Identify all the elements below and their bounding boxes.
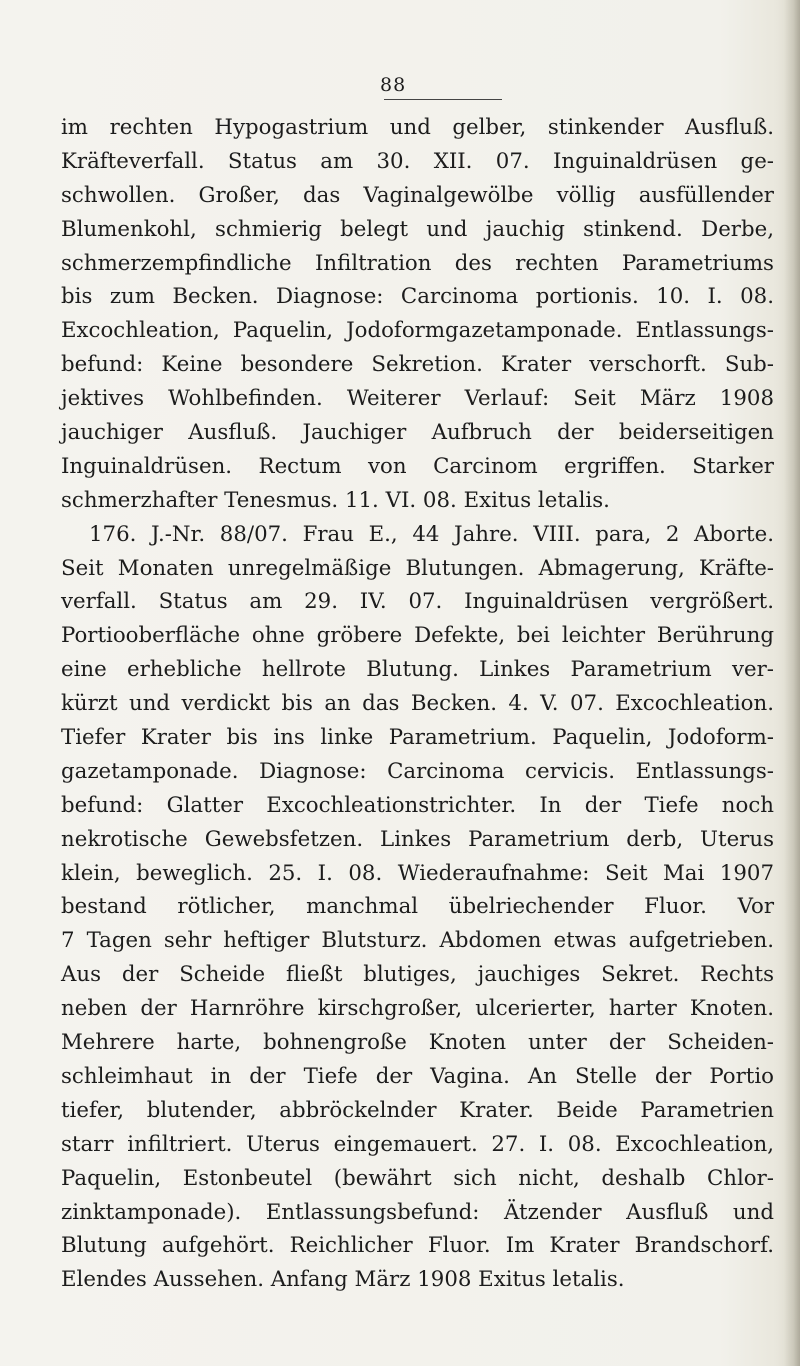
text-line: verfall. Status am 29. IV. 07. Inguinaldrüsen vergrößert. [61,589,774,615]
text-line: Excochleation, Paquelin, Jodoformgazetamponade. Entlassungs- [61,318,774,344]
text-line: schleimhaut in der Tiefe der Vagina. An Stelle der Portio [61,1063,774,1089]
text-line: Mehrere harte, bohnengroße Knoten unter der Scheiden- [61,1030,774,1056]
page-number-rule [384,99,502,100]
text-line: Paquelin, Estonbeutel (bewährt sich nicht, deshalb Chlor- [61,1165,774,1191]
text-line: schmerzempfindliche Infiltration des rechten Parametriums [61,250,774,276]
text-line: Tiefer Krater bis ins linke Parametrium. Paquelin, Jodoform- [61,725,774,751]
text-line: tiefer, blutender, abbröckelnder Krater. Beide Parametrien [61,1097,774,1123]
text-line: schmerzhafter Tenesmus. 11. VI. 08. Exitus letalis. [61,487,610,513]
text-line: Blumenkohl, schmierig belegt und jauchig stinkend. Derbe, [61,216,774,242]
text-line: Inguinaldrüsen. Rectum von Carcinom ergriffen. Starker [61,453,774,479]
page-edge-shadow [784,0,800,1366]
text-line: eine erhebliche hellrote Blutung. Linkes Parametrium ver- [61,657,774,683]
text-line: Seit Monaten unregelmäßige Blutungen. Abmagerung, Kräfte- [61,555,774,581]
text-line: jektives Wohlbefinden. Weiterer Verlauf: Seit März 1908 [61,386,774,412]
text-line: Elendes Aussehen. Anfang März 1908 Exitus letalis. [61,1267,625,1293]
text-line: 7 Tagen sehr heftiger Blutsturz. Abdomen etwas aufgetrieben. [61,928,774,954]
text-line: schwollen. Großer, das Vaginalgewölbe völlig ausfüllender [61,182,774,208]
text-line: bis zum Becken. Diagnose: Carcinoma portionis. 10. I. 08. [61,284,774,310]
text-line: jauchiger Ausfluß. Jauchiger Aufbruch der beiderseitigen [61,420,774,446]
text-line: nekrotische Gewebsfetzen. Linkes Parametrium derb, Uterus [61,826,774,852]
text-line: starr infiltriert. Uterus eingemauert. 27. I. 08. Excochleation, [61,1131,774,1157]
text-line: Aus der Scheide fließt blutiges, jauchiges Sekret. Rechts [61,962,774,988]
text-line: im rechten Hypogastrium und gelber, stinkender Ausfluß. [61,115,774,140]
text-line: klein, beweglich. 25. I. 08. Wiederaufnahme: Seit Mai 1907 [61,860,774,886]
text-line: kürzt und verdickt bis an das Becken. 4. V. 07. Excochleation. [61,691,774,717]
page-number: 88 [380,74,407,96]
text-line: neben der Harnröhre kirschgroßer, ulcerierter, harter Knoten. [61,996,774,1022]
case-heading-line: 176. J.-Nr. 88/07. Frau E., 44 Jahre. VIII. para, 2 Aborte. [89,521,774,547]
body-text [61,111,774,1297]
text-line: zinktamponade). Entlassungsbefund: Ätzender Ausfluß und [61,1199,774,1225]
text-line: Portiooberfläche ohne gröbere Defekte, bei leichter Berührung [61,623,774,649]
text-line: befund: Glatter Excochleationstrichter. In der Tiefe noch [61,792,774,818]
text-line: befund: Keine besondere Sekretion. Krater verschorft. Sub- [61,352,774,378]
text-line: bestand rötlicher, manchmal übelriechender Fluor. Vor [61,894,774,920]
text-line: gazetamponade. Diagnose: Carcinoma cervicis. Entlassungs- [61,758,774,784]
text-line: Kräfteverfall. Status am 30. XII. 07. Inguinaldrüsen ge- [61,148,774,174]
text-line: Blutung aufgehört. Reichlicher Fluor. Im Krater Brandschorf. [61,1233,774,1259]
